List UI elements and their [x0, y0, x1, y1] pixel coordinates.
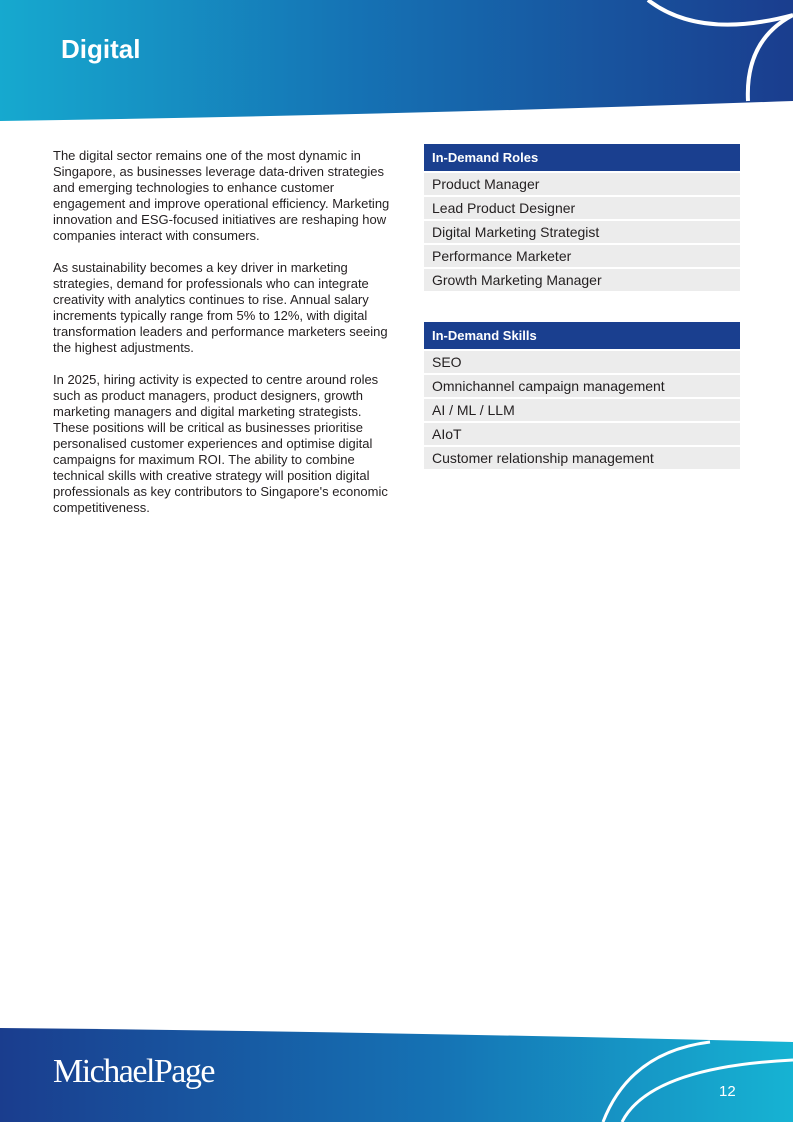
in-demand-roles-table — [424, 144, 740, 291]
page-title: Digital — [61, 34, 141, 64]
table-row: AIoT — [424, 423, 740, 445]
table-row: Customer relationship management — [424, 447, 740, 469]
body-text — [53, 148, 398, 532]
table-row: Digital Marketing Strategist — [424, 221, 740, 243]
paragraph: As sustainability becomes a key driver in marketing strategies, demand for professionals who can integrate creativity with analytics continues to rise. Annual salary increments typically range from 5% to 12%, with digital transformation leaders and performance marketers seeing the highest adjustments. — [53, 260, 388, 355]
table-row: Growth Marketing Manager — [424, 269, 740, 291]
table-heading: In-Demand Skills — [424, 322, 740, 349]
table-row: SEO — [424, 351, 740, 373]
table-row: AI / ML / LLM — [424, 399, 740, 421]
in-demand-skills-table — [424, 322, 740, 469]
paragraph: In 2025, hiring activity is expected to centre around roles such as product managers, product designers, growth marketing managers and digital marketing strategists. These positions will be critical as businesses prioritise personalised customer experiences and optimise digital campaigns for maximum ROI. The ability to combine technical skills with creative strategy will position digital professionals as key contributors to Singapore's economic competitiveness. — [53, 372, 388, 515]
table-row: Lead Product Designer — [424, 197, 740, 219]
paragraph: The digital sector remains one of the most dynamic in Singapore, as businesses leverage data-driven strategies and emerging technologies to enhance customer engagement and improve operational efficiency. Marketing innovation and ESG-focused initiatives are reshaping how companies interact with consumers. — [53, 148, 390, 243]
table-row: Product Manager — [424, 173, 740, 195]
page-number: 12 — [719, 1083, 736, 1100]
table-row: Omnichannel campaign management — [424, 375, 740, 397]
michael-page-logo: MichaelPage — [53, 1053, 214, 1090]
table-heading: In-Demand Roles — [424, 144, 740, 171]
table-row: Performance Marketer — [424, 245, 740, 267]
